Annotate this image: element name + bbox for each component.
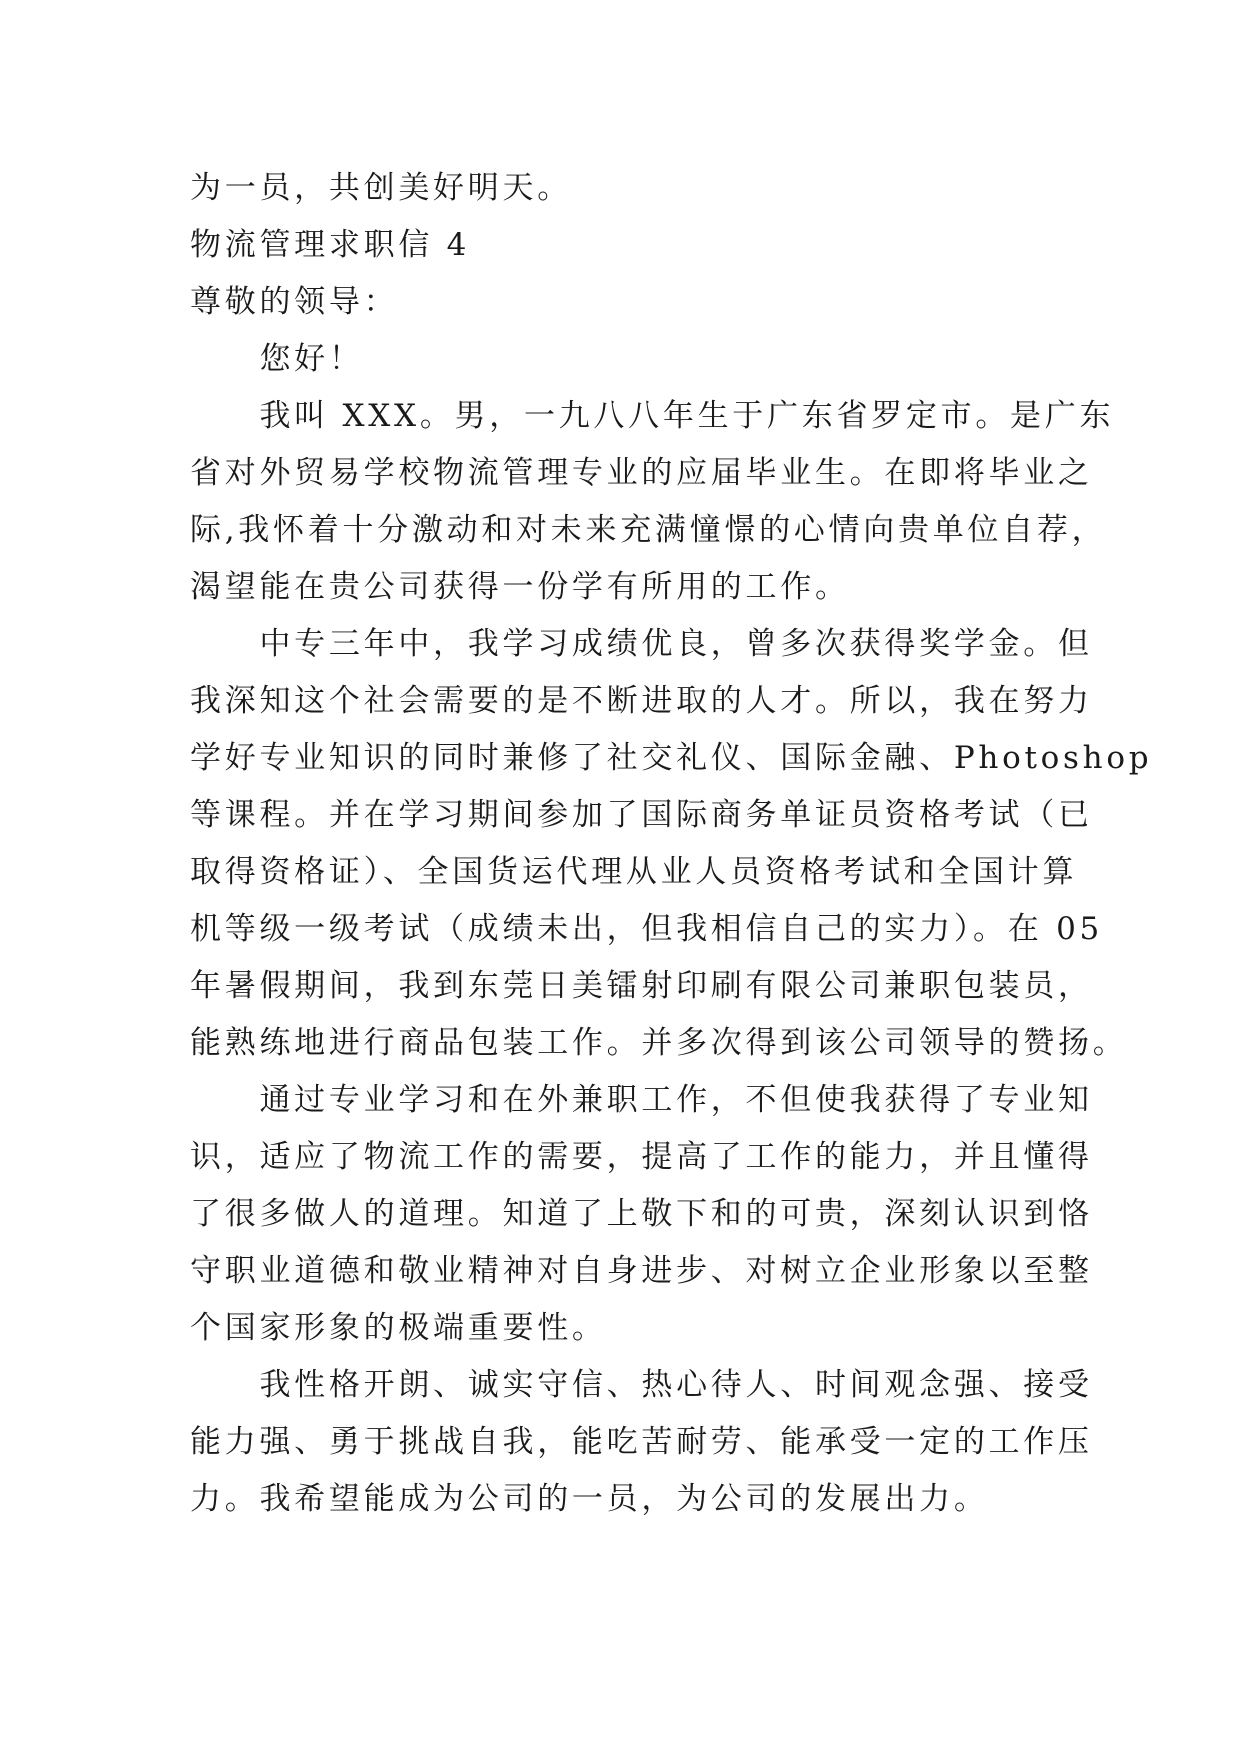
paragraph-line: 省对外贸易学校物流管理专业的应届毕业生。在即将毕业之 xyxy=(190,455,1093,491)
paragraph-intro xyxy=(190,388,1115,616)
paragraph-education xyxy=(190,616,1153,1072)
paragraph-line: 际,我怀着十分激动和对未来充满憧憬的心情向贵单位自荐， xyxy=(190,512,1107,548)
paragraph-line: 能熟练地进行商品包装工作。并多次得到该公司领导的赞扬。 xyxy=(190,1025,1128,1061)
paragraph-line: 了很多做人的道理。知道了上敬下和的可贵，深刻认识到恪 xyxy=(190,1196,1093,1232)
paragraph-line: 年暑假期间，我到东莞日美镭射印刷有限公司兼职包装员， xyxy=(190,968,1093,1004)
paragraph-line: 我叫 XXX。男，一九八八年生于广东省罗定市。是广东 xyxy=(259,398,1115,434)
paragraph-line: 能力强、勇于挑战自我，能吃苦耐劳、能承受一定的工作压 xyxy=(190,1424,1093,1460)
paragraph-line: 力。我希望能成为公司的一员，为公司的发展出力。 xyxy=(190,1481,989,1517)
section-title: 物流管理求职信 4 xyxy=(190,227,471,263)
paragraph-line: 识，适应了物流工作的需要，提高了工作的能力，并且懂得 xyxy=(190,1139,1093,1175)
paragraph-line: 守职业道德和敬业精神对自身进步、对树立企业形象以至整 xyxy=(190,1253,1093,1289)
paragraph-line: 等课程。并在学习期间参加了国际商务单证员资格考试（已 xyxy=(190,797,1093,833)
salutation: 尊敬的领导： xyxy=(190,284,399,320)
paragraph-line: 渴望能在贵公司获得一份学有所用的工作。 xyxy=(190,569,850,605)
paragraph-line: 中专三年中，我学习成绩优良，曾多次获得奖学金。但 xyxy=(259,626,1093,662)
paragraph-experience xyxy=(190,1072,1093,1357)
paragraph-line: 我性格开朗、诚实守信、热心待人、时间观念强、接受 xyxy=(259,1367,1093,1403)
paragraph-line: 机等级一级考试（成绩未出，但我相信自己的实力）。在 05 xyxy=(190,911,1103,947)
paragraph-personality xyxy=(190,1357,1093,1528)
greeting: 您好！ xyxy=(259,341,364,377)
paragraph-line: 学好专业知识的同时兼修了社交礼仪、国际金融、Photoshop xyxy=(190,740,1153,776)
paragraph-line: 我深知这个社会需要的是不断进取的人才。所以，我在努力 xyxy=(190,683,1093,719)
document-body xyxy=(190,160,1153,1528)
paragraph-line: 取得资格证）、全国货运代理从业人员资格考试和全国计算 xyxy=(190,854,1078,890)
continuation-line: 为一员，共创美好明天。 xyxy=(190,170,572,206)
paragraph-line: 个国家形象的极端重要性。 xyxy=(190,1310,607,1346)
paragraph-line: 通过专业学习和在外兼职工作，不但使我获得了专业知 xyxy=(259,1082,1093,1118)
